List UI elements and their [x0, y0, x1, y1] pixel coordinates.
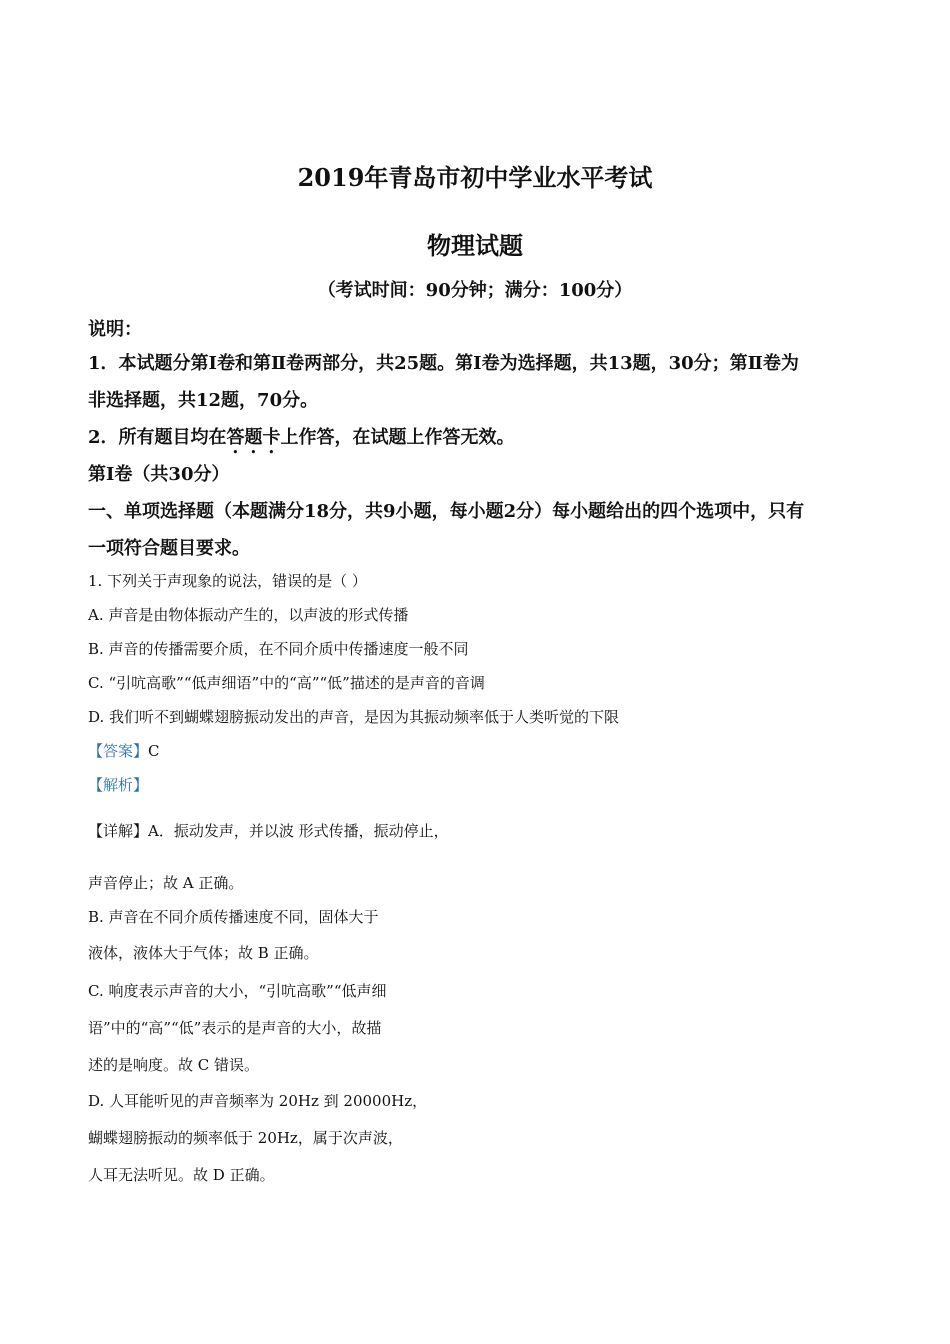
detail-line-7: 述的是响度。故 C 错误。: [88, 1056, 260, 1074]
instructions-label: 说明：: [88, 319, 142, 340]
subject-title: 物理试题: [427, 231, 523, 260]
answer-line: [88, 740, 160, 761]
detail-line-6: 语”中的“高”“低”表示的是声音的大小，故描: [88, 1019, 382, 1037]
option-c: C. “引吭高歌”“低声细语”中的“高”“低”描述的是声音的音调: [88, 674, 485, 692]
answer-tag: 【答案】: [88, 742, 149, 760]
answer-sheet-emphasis: 答题卡: [226, 427, 281, 448]
analysis-tag: 【解析】: [88, 776, 149, 794]
question-1-stem: 1. 下列关于声现象的说法，错误的是（ ）: [88, 572, 367, 590]
detail-line-3: B. 声音在不同介质传播速度不同，固体大于: [88, 908, 379, 926]
exam-title: 2019年青岛市初中学业水平考试: [297, 163, 653, 192]
detail-line-4: 液体，液体大于气体；故 B 正确。: [88, 944, 319, 962]
option-d: D. 我们听不到蝴蝶翅膀振动发出的声音，是因为其振动频率低于人类听觉的下限: [88, 708, 620, 726]
volume-heading: 第Ⅰ卷（共30分）: [88, 464, 230, 485]
detail-line-2: 声音停止；故 A 正确。: [88, 874, 244, 892]
instruction-2: [88, 423, 515, 458]
detail-line-5: C. 响度表示声音的大小，“引吭高歌”“低声细: [88, 982, 387, 1000]
option-b: B. 声音的传播需要介质，在不同介质中传播速度一般不同: [88, 640, 469, 658]
instruction-2-pre: 2．所有题目均在: [88, 427, 227, 448]
detail-line-1: 【详解】A．振动发声，并以波 形式传播，振动停止，: [88, 822, 449, 840]
detail-line-9: 蝴蝶翅膀振动的频率低于 20Hz，属于次声波，: [88, 1129, 403, 1147]
instruction-1-line-1: 1．本试题分第Ⅰ卷和第Ⅱ卷两部分，共25题。第Ⅰ卷为选择题，共13题，30分；第Ⅱ卷为: [88, 353, 799, 374]
instruction-2-post: 上作答，在试题上作答无效。: [280, 427, 515, 448]
detail-line-8: D. 人耳能听见的声音频率为 20Hz 到 20000Hz，: [88, 1092, 428, 1110]
detail-line-10: 人耳无法听见。故 D 正确。: [88, 1166, 275, 1184]
exam-info: （考试时间：90分钟；满分：100分）: [317, 280, 633, 301]
part-heading-line-1: 一、单项选择题（本题满分18分，共9小题，每小题2分）每小题给出的四个选项中，只有: [88, 501, 805, 522]
option-a: A. 声音是由物体振动产生的，以声波的形式传播: [88, 606, 409, 624]
instruction-1-line-2: 非选择题，共12题，70分。: [88, 390, 319, 411]
answer-value: C: [148, 742, 160, 760]
part-heading-line-2: 一项符合题目要求。: [88, 538, 250, 559]
